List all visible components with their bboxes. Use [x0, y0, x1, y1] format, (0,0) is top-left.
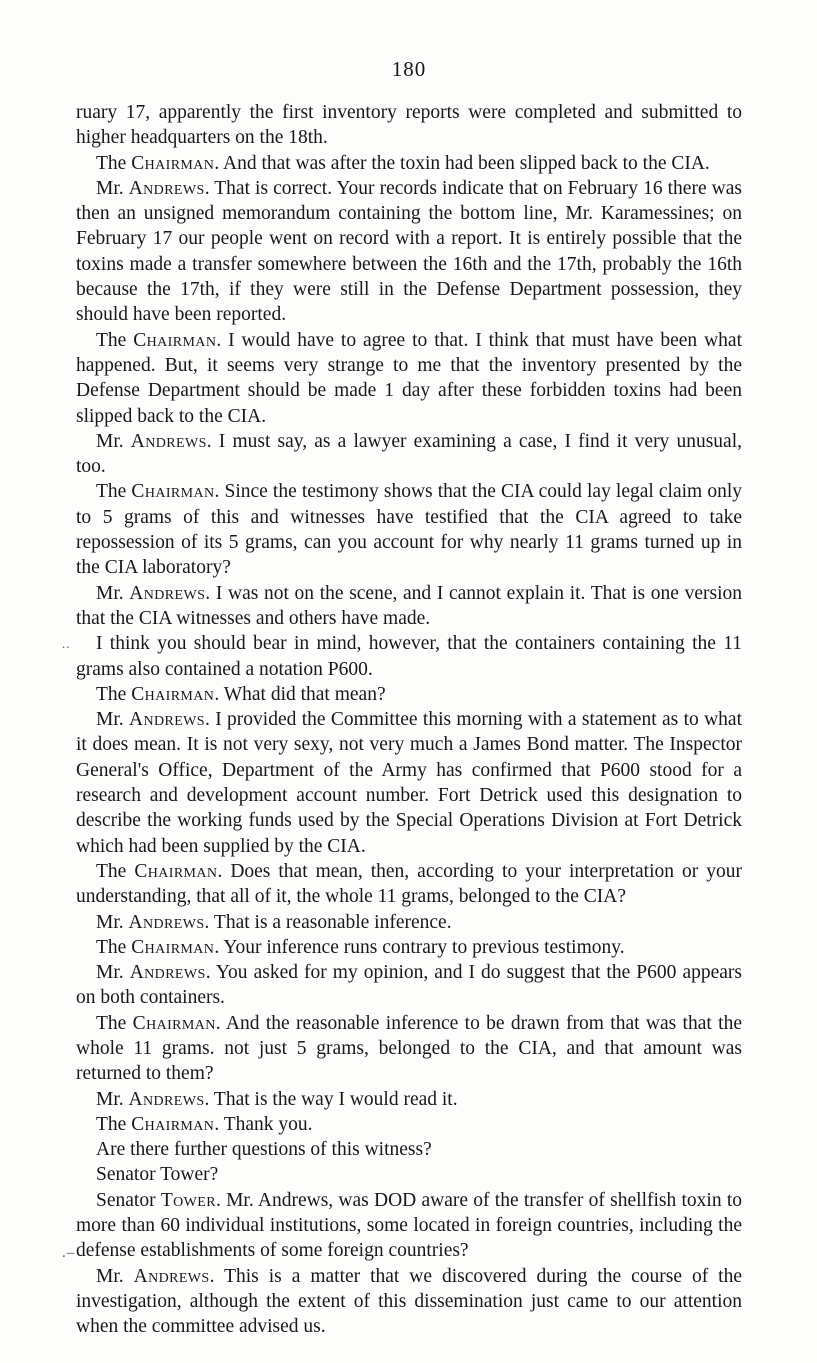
speech-text: I think you should bear in mind, however, that the containers containing the 11 grams also contained a notation P600.: [76, 633, 742, 680]
speaker-prefix: Mr.: [96, 962, 130, 984]
transcript-paragraph: [76, 1264, 742, 1340]
speech-text: . This is a matter that we discovered during the course of the investigation, although the extent of this dissemination just came to our attention when the committee advised us.: [76, 1265, 742, 1338]
speech-text: . You asked for my opinion, and I do suggest that the P600 appears on both containers.: [76, 962, 742, 1009]
speaker-prefix: The: [96, 329, 134, 351]
speaker-name: Andrews: [128, 911, 205, 933]
scan-artifact-dots: ..: [62, 636, 71, 651]
speaker-name: Chairman: [131, 936, 215, 958]
transcript-paragraph: [76, 1162, 742, 1187]
speaker-prefix: The: [96, 152, 132, 174]
speaker-name: Chairman: [131, 481, 215, 503]
speaker-prefix: The: [96, 860, 135, 882]
speech-text: . Your inference runs contrary to previous testimony.: [214, 936, 625, 958]
transcript-paragraph: [76, 100, 742, 151]
speech-text: . Mr. Andrews, was DOD aware of the transfer of shellfish toxin to more than 60 individual institutions, some located in foreign countries, including the defense establishments of some foreign countries?: [76, 1189, 742, 1262]
transcript-body: [76, 100, 742, 1340]
speaker-prefix: Mr.: [96, 709, 129, 731]
transcript-paragraph: [76, 581, 742, 632]
speaker-name: Chairman: [133, 329, 217, 351]
speaker-name: Andrews: [130, 430, 207, 452]
transcript-paragraph: [76, 151, 742, 176]
speaker-name: Andrews: [133, 1265, 210, 1287]
transcript-paragraph: [76, 1137, 742, 1162]
speech-text: . What did that mean?: [214, 683, 386, 705]
speaker-name: Chairman: [134, 860, 218, 882]
speech-text: . And the reasonable inference to be drawn from that was that the whole 11 grams. not just 5 grams, belonged to the CIA, and that amount was returned to them?: [76, 1012, 742, 1085]
speech-text: . Does that mean, then, according to your interpretation or your understanding, that all of it, the whole 11 grams, belonged to the CIA?: [76, 860, 742, 908]
speaker-name: Tower: [160, 1189, 216, 1211]
speaker-prefix: The: [96, 936, 132, 958]
speaker-name: Andrews: [128, 709, 205, 731]
speaker-prefix: Mr.: [96, 177, 129, 199]
speaker-prefix: The: [96, 1012, 133, 1034]
page-number: 180: [391, 57, 427, 81]
speaker-prefix: Mr.: [96, 430, 131, 452]
speech-text: . I would have to agree to that. I think that must have been what happened. But, it seems very strange to me that the inventory presented by the Defense Department should be made 1 day after these forbidden toxins had been slipped back to the CIA.: [76, 329, 742, 427]
speaker-prefix: Mr.: [96, 582, 130, 604]
speaker-name: Chairman: [131, 1113, 215, 1135]
speech-text: . Since the testimony shows that the CIA could lay legal claim only to 5 grams of this and witnesses have testified that the CIA agreed to take repossession of its 5 grams, can you account for why nearly 11 grams turned up in the CIA laboratory?: [76, 481, 742, 579]
speaker-name: Andrews: [128, 1088, 205, 1110]
speaker-name: Andrews: [129, 962, 206, 984]
speaker-name: Chairman: [132, 1012, 216, 1034]
speech-text: Are there further questions of this witness?: [96, 1139, 432, 1161]
speech-text: . And that was after the toxin had been slipped back to the CIA.: [214, 152, 710, 174]
speaker-prefix: Mr.: [96, 911, 129, 933]
speaker-prefix: The: [96, 1113, 132, 1135]
transcript-paragraph: [76, 910, 742, 935]
speaker-name: Andrews: [128, 177, 205, 199]
scan-artifact-dash: .–: [62, 1245, 76, 1261]
transcript-paragraph: [76, 1112, 742, 1137]
transcript-paragraph: [76, 479, 742, 580]
transcript-paragraph: [76, 1188, 742, 1264]
speaker-prefix: Mr.: [96, 1265, 134, 1287]
transcript-paragraph: [76, 707, 742, 859]
transcript-paragraph: [76, 176, 742, 328]
speech-text: . I must say, as a lawyer examining a case, I find it very unusual, too.: [76, 430, 742, 478]
transcript-paragraph: [76, 1011, 742, 1087]
speech-text: . That is correct. Your records indicate that on February 16 there was then an unsigned memorandum containing the bottom line, Mr. Karamessines; on February 17 our people went on record with a report. It is entirely possible that the toxins made a transfer somewhere between the 16th and the 17th, probably the 16th because the 17th, if they were still in the Defense Department possession, they should have been reported.: [76, 177, 742, 326]
transcript-paragraph: [76, 935, 742, 960]
speech-text: . That is a reasonable inference.: [204, 911, 452, 933]
speech-text: ruary 17, apparently the first inventory reports were completed and submitted to higher headquarters on the 18th.: [76, 102, 742, 149]
transcript-paragraph: [76, 328, 742, 429]
transcript-paragraph: [76, 859, 742, 910]
speech-text: . Thank you.: [214, 1113, 313, 1135]
transcript-paragraph: [76, 429, 742, 480]
transcript-paragraph: [76, 631, 742, 682]
speech-text: . That is the way I would read it.: [204, 1088, 458, 1110]
speaker-prefix: Senator: [96, 1189, 161, 1211]
speaker-prefix: Mr.: [96, 1088, 129, 1110]
speaker-name: Chairman: [131, 152, 215, 174]
transcript-paragraph: [76, 682, 742, 707]
speaker-name: Chairman: [131, 683, 215, 705]
speech-text: Senator Tower?: [96, 1164, 219, 1186]
speaker-name: Andrews: [129, 582, 206, 604]
speech-text: . I provided the Committee this morning with a statement as to what it does mean. It is not very sexy, not very much a James Bond matter. The Inspector General's Office, Department of the Army has confirmed that P600 stood for a research and development account number. Fort Detrick used this designation to describe the working funds used by the Special Operations Division at Fort Detrick which had been supplied by the CIA.: [76, 709, 742, 857]
transcript-paragraph: [76, 1087, 742, 1112]
speaker-prefix: The: [96, 683, 132, 705]
transcript-paragraph: [76, 960, 742, 1011]
speaker-prefix: The: [96, 481, 132, 503]
speech-text: . I was not on the scene, and I cannot explain it. That is one version that the CIA witnesses and others have made.: [76, 582, 742, 629]
